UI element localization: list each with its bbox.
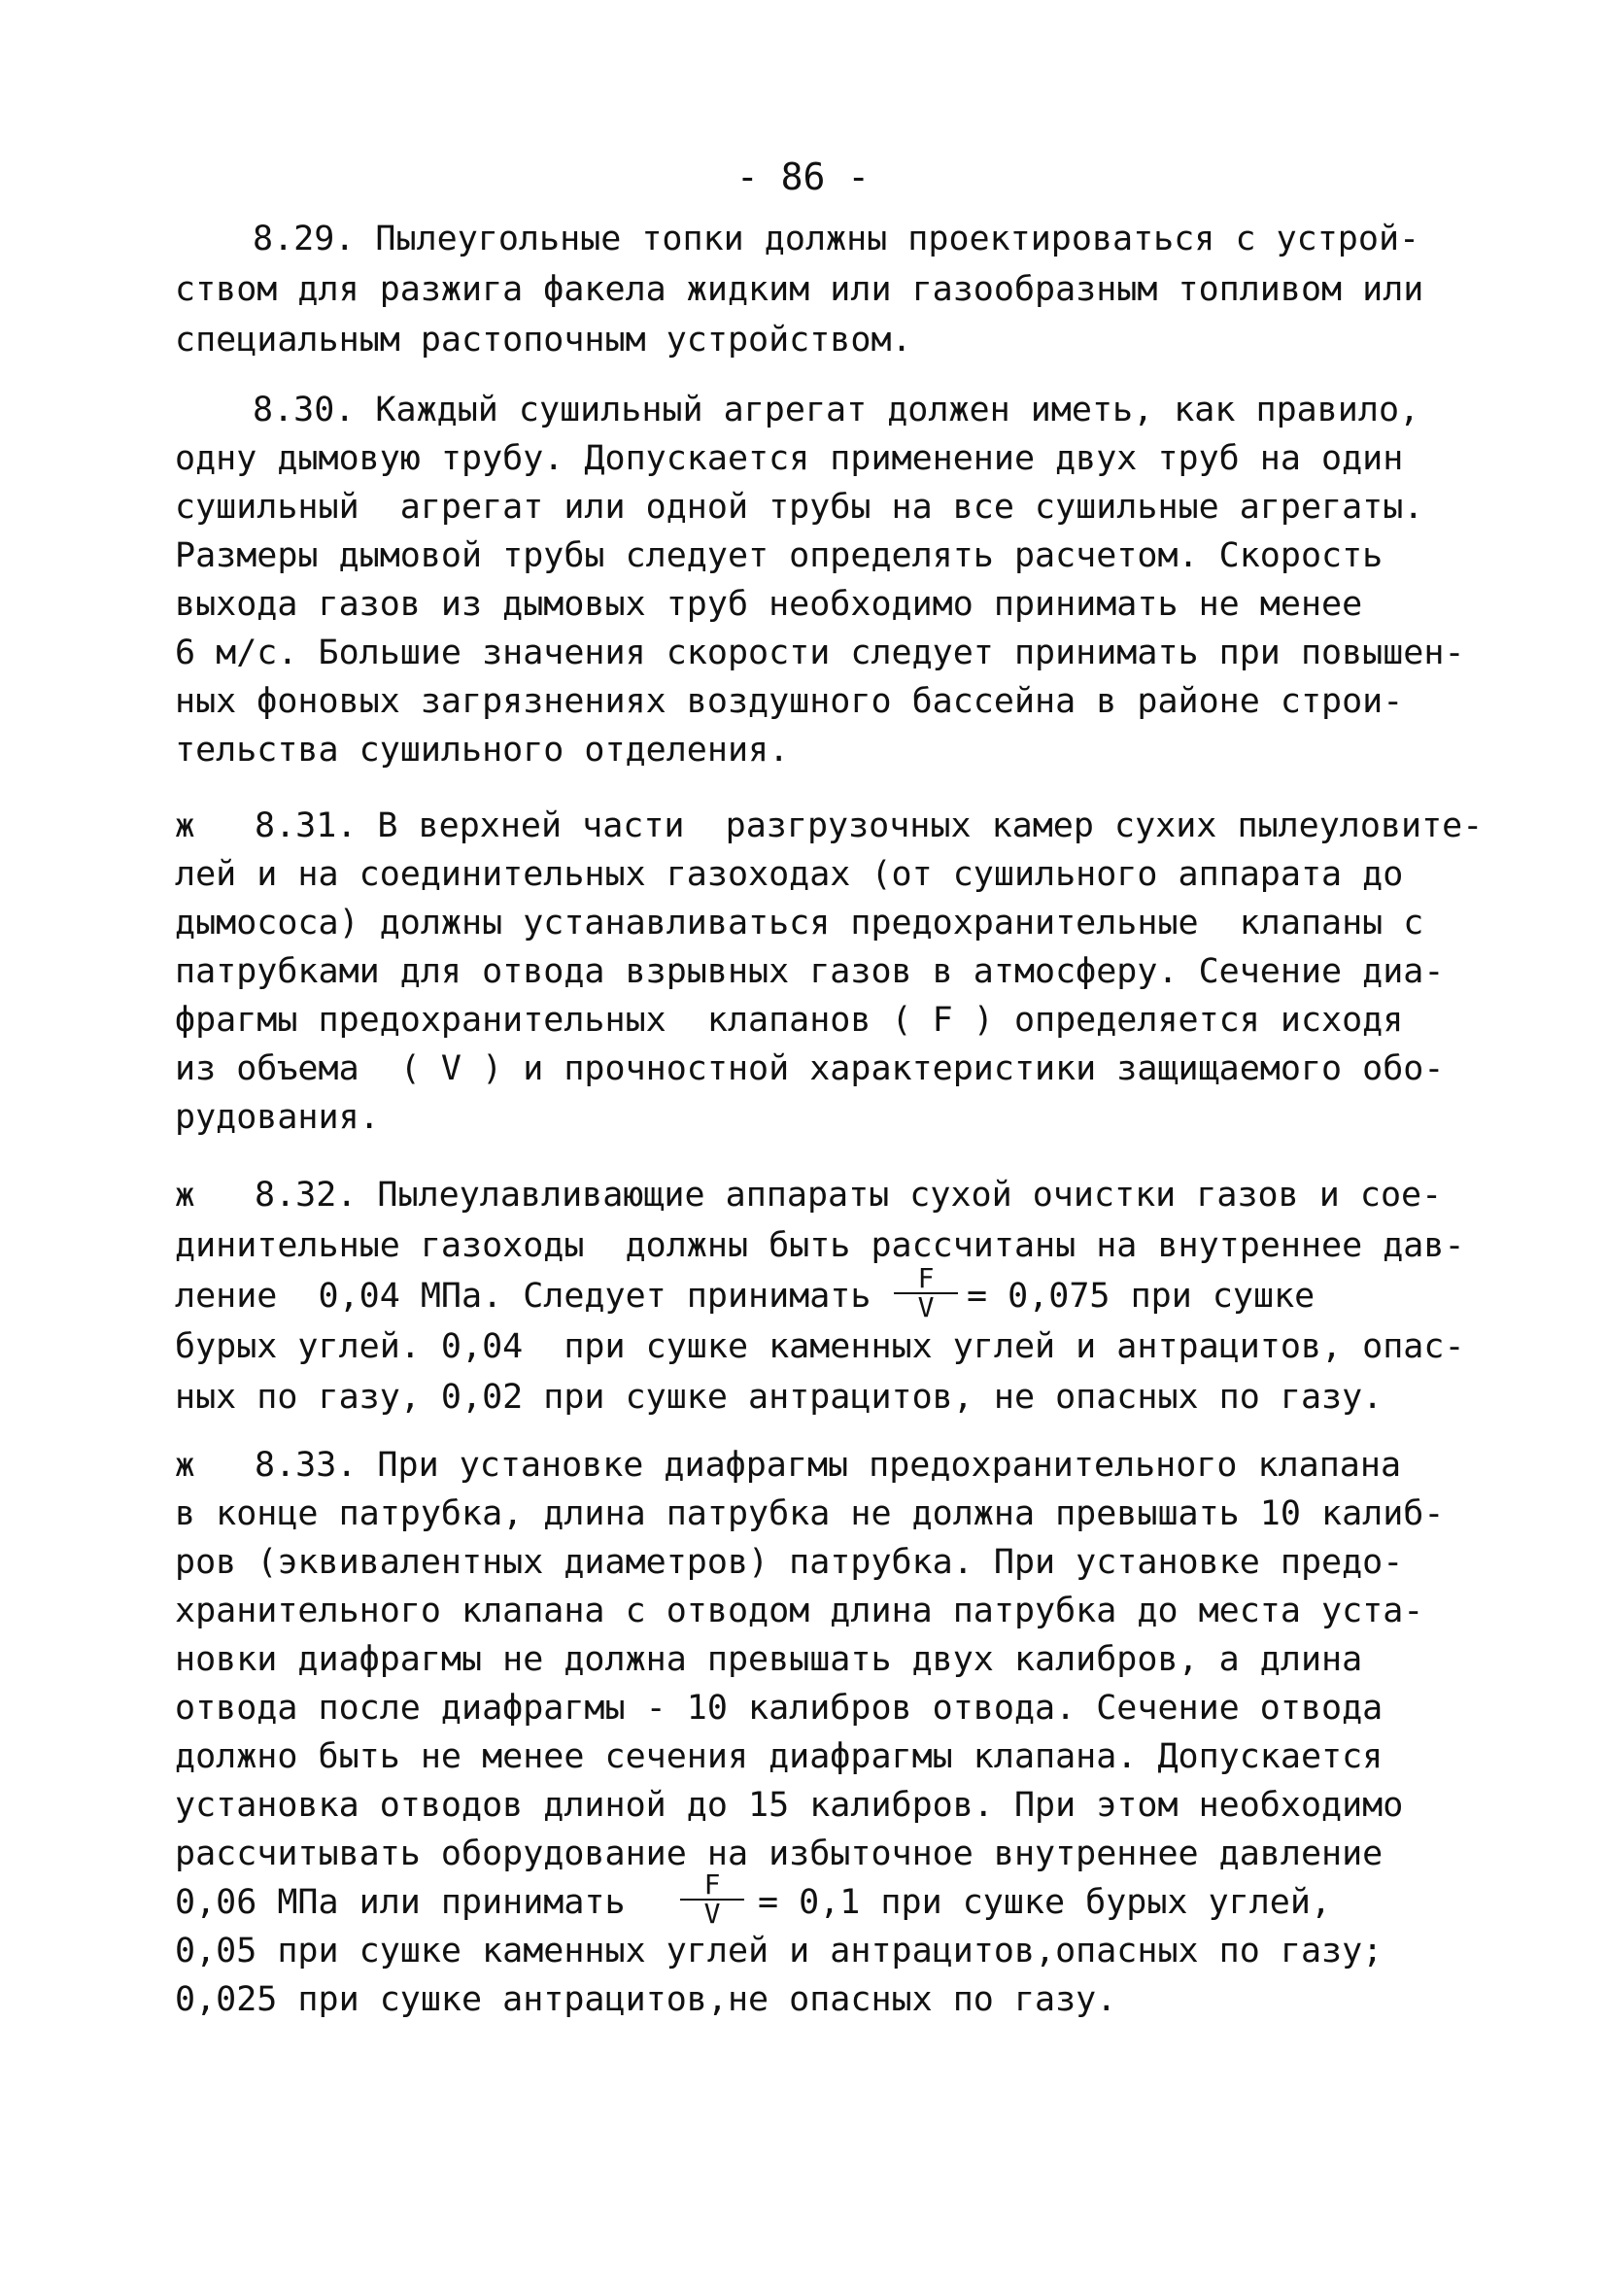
paragraph-line: 8.29. Пылеугольные топки должны проектироваться с устрой- [253,220,1420,258]
formula-value: = 0,1 при сушке бурых углей, [758,1883,1332,1922]
paragraph-line: специальным растопочным устройством. [175,321,912,360]
paragraph-line: ных фоновых загрязнениях воздушного бассейна в районе строи- [175,682,1404,721]
paragraph-line: динительные газоходы должны быть рассчитаны на внутреннее дав- [175,1226,1465,1265]
fraction-denominator: V [703,1898,721,1930]
paragraph-line: в конце патрубка, длина патрубка не должна превышать 10 калиб- [175,1494,1445,1533]
paragraph-line: 8.33. При установке диафрагмы предохранительного клапана [255,1446,1402,1485]
paragraph-line: 0,025 при сушке антрацитов,не опасных по газу. [175,1980,1117,2019]
asterisk-mark: ж [175,1446,195,1485]
fraction-f-over-v [678,1868,746,1930]
paragraph-line: фрагмы предохранительных клапанов ( F ) определяется исходя [175,1001,1404,1040]
paragraph-line: 0,05 при сушке каменных углей и антрацитов,опасных по газу; [175,1932,1384,1970]
paragraph-line: патрубками для отвода взрывных газов в атмосферу. Сечение диа- [175,952,1445,991]
fraction-f-over-v [892,1262,960,1323]
paragraph-line: Размеры дымовой трубы следует определять расчетом. Скорость [175,536,1384,575]
formula-value: = 0,075 при сушке [967,1277,1316,1316]
paragraph-line: установка отводов длиной до 15 калибров. При этом необходимо [175,1786,1404,1825]
fraction-denominator: V [917,1291,935,1323]
paragraph-line: 8.31. В верхней части разгрузочных камер сухих пылеуловите- [255,806,1484,845]
paragraph-line: отвода после диафрагмы - 10 калибров отвода. Сечение отвода [175,1689,1384,1728]
paragraph-line: сушильный агрегат или одной трубы на все сушильные агрегаты. [175,488,1424,527]
paragraph-line: 8.32. Пылеулавливающие аппараты сухой очистки газов и сое- [255,1176,1443,1215]
paragraph-line: ством для разжига факела жидким или газообразным топливом или [175,270,1424,309]
paragraph-line: новки диафрагмы не должна превышать двух калибров, а длина [175,1640,1363,1679]
asterisk-mark: ж [175,806,195,845]
paragraph-line: тельства сушильного отделения. [175,731,790,770]
paragraph-line: дымососа) должны устанавливаться предохранительные клапаны с [175,904,1424,942]
paragraph-line: рудования. [175,1098,380,1137]
paragraph-line: ных по газу, 0,02 при сушке антрацитов, не опасных по газу. [175,1378,1384,1417]
paragraph-line: рассчитывать оборудование на избыточное внутреннее давление [175,1834,1384,1873]
paragraph-line: хранительного клапана с отводом длина патрубка до места уста- [175,1592,1424,1630]
paragraph-line: бурых углей. 0,04 при сушке каменных углей и антрацитов, опас- [175,1327,1465,1366]
paragraph-line: 8.30. Каждый сушильный агрегат должен иметь, как правило, [253,391,1420,429]
paragraph-line: ление 0,04 МПа. Следует принимать [175,1277,871,1316]
paragraph-line: 0,06 МПа или принимать [175,1883,626,1922]
asterisk-mark: ж [175,1176,195,1215]
paragraph-line: выхода газов из дымовых труб необходимо принимать не менее [175,585,1363,624]
paragraph-line: лей и на соединительных газоходах (от сушильного аппарата до [175,855,1404,894]
fraction-numerator: F [917,1262,935,1294]
paragraph-line: одну дымовую трубу. Допускается применение двух труб на один [175,439,1404,478]
paragraph-line: ров (эквивалентных диаметров) патрубка. При установке предо- [175,1543,1404,1582]
paragraph-line: должно быть не менее сечения диафрагмы клапана. Допускается [175,1737,1384,1776]
fraction-numerator: F [703,1868,721,1901]
paragraph-line: 6 м/с. Большие значения скорости следует принимать при повышен- [175,634,1465,672]
paragraph-line: из объема ( V ) и прочностной характеристики защищаемого обо- [175,1049,1445,1088]
page-number: - 86 - [735,155,871,198]
